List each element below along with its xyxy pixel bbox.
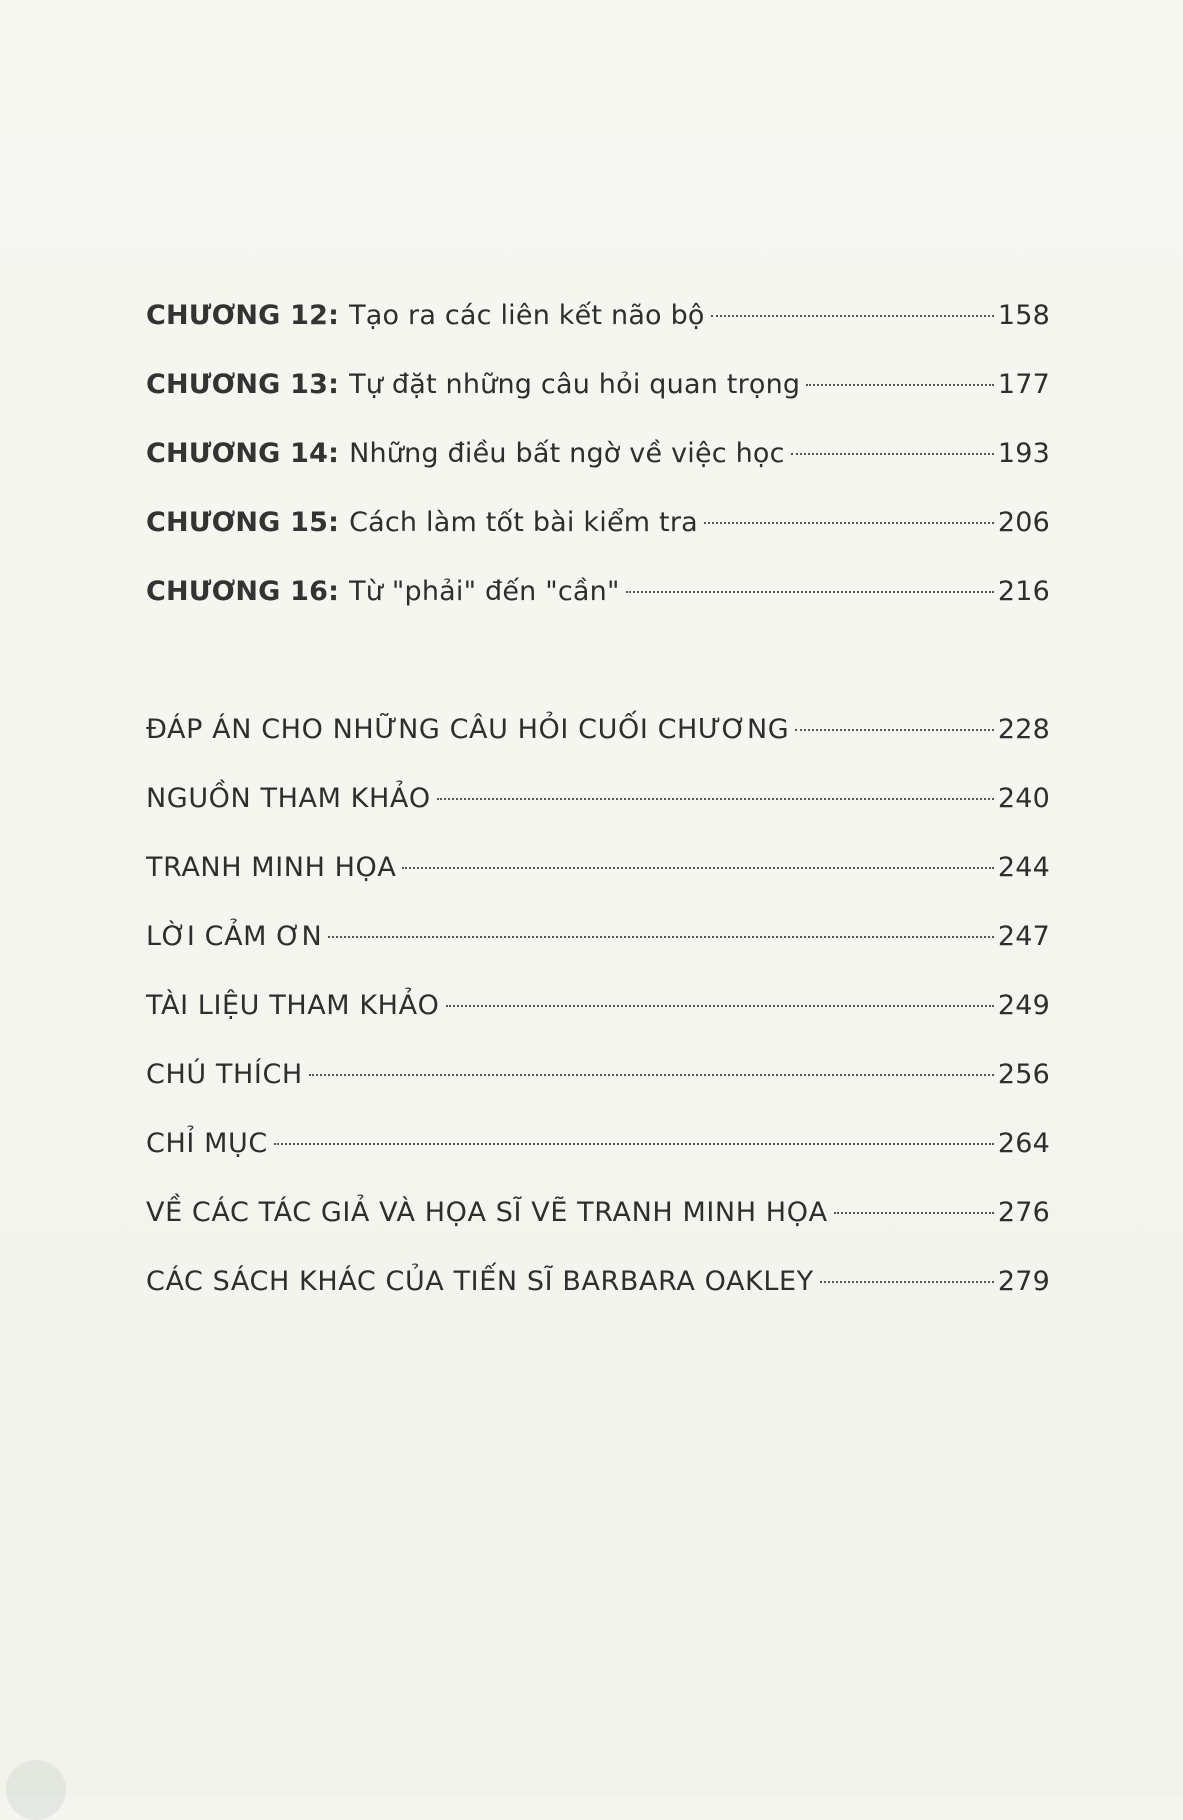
page-number: 216	[997, 576, 1050, 607]
dot-leader	[711, 315, 994, 317]
page-number: 276	[997, 1197, 1050, 1228]
entry-title: VỀ CÁC TÁC GIẢ VÀ HỌA SĨ VẼ TRANH MINH HỌA	[146, 1197, 828, 1228]
page-number: 240	[997, 783, 1050, 814]
toc-index	[146, 1124, 1050, 1164]
dot-leader	[309, 1074, 994, 1076]
toc-chapter-14	[146, 434, 1050, 474]
chapter-title: Từ "phải" đến "cần"	[349, 576, 620, 607]
page-number: 247	[997, 921, 1050, 952]
entry-title: TRANH MINH HỌA	[146, 852, 397, 883]
dot-leader	[446, 1005, 994, 1007]
corner-stain	[6, 1760, 66, 1820]
dot-leader	[626, 591, 994, 593]
entry-title: TÀI LIỆU THAM KHẢO	[146, 990, 440, 1021]
chapter-title: Những điều bất ngờ về việc học	[349, 438, 785, 469]
entry-title: ĐÁP ÁN CHO NHỮNG CÂU HỎI CUỐI CHƯƠNG	[146, 714, 790, 745]
dot-leader	[806, 384, 994, 386]
chapter-title: Tạo ra các liên kết não bộ	[349, 300, 705, 331]
toc-chapter-16	[146, 572, 1050, 612]
chapter-title: Tự đặt những câu hỏi quan trọng	[349, 369, 801, 400]
chapter-label: CHƯƠNG 15:	[146, 507, 340, 538]
page-number: 249	[997, 990, 1050, 1021]
toc-chapter-13	[146, 365, 1050, 405]
page-number: 256	[997, 1059, 1050, 1090]
page-number: 206	[997, 507, 1050, 538]
toc-references	[146, 986, 1050, 1026]
toc-sources	[146, 779, 1050, 819]
dot-leader	[704, 522, 994, 524]
chapter-label: CHƯƠNG 16:	[146, 576, 340, 607]
toc-notes	[146, 1055, 1050, 1095]
dot-leader	[795, 729, 994, 731]
dot-leader	[402, 867, 993, 869]
dot-leader	[437, 798, 994, 800]
page-number: 158	[997, 300, 1050, 331]
page-number: 264	[997, 1128, 1050, 1159]
entry-title: CHÚ THÍCH	[146, 1059, 303, 1090]
toc-other-books	[146, 1262, 1050, 1302]
dot-leader	[834, 1212, 994, 1214]
entry-title: LỜI CẢM ƠN	[146, 921, 323, 952]
page-number: 177	[997, 369, 1050, 400]
chapter-label: CHƯƠNG 13:	[146, 369, 340, 400]
dot-leader	[791, 453, 994, 455]
dot-leader	[820, 1281, 994, 1283]
toc-answers	[146, 710, 1050, 750]
chapter-title: Cách làm tốt bài kiểm tra	[349, 507, 698, 538]
dot-leader	[274, 1143, 994, 1145]
toc-illustrations	[146, 848, 1050, 888]
chapter-label: CHƯƠNG 12:	[146, 300, 340, 331]
page-number: 228	[997, 714, 1050, 745]
dot-leader	[328, 936, 994, 938]
toc-acknowledgements	[146, 917, 1050, 957]
entry-title: NGUỒN THAM KHẢO	[146, 783, 431, 814]
toc-chapter-12	[146, 296, 1050, 336]
toc-about-authors	[146, 1193, 1050, 1233]
entry-title: CÁC SÁCH KHÁC CỦA TIẾN SĨ BARBARA OAKLEY	[146, 1266, 814, 1297]
toc-chapter-15	[146, 503, 1050, 543]
page-number: 193	[997, 438, 1050, 469]
chapter-label: CHƯƠNG 14:	[146, 438, 340, 469]
page-number: 279	[997, 1266, 1050, 1297]
page-number: 244	[997, 852, 1050, 883]
entry-title: CHỈ MỤC	[146, 1128, 268, 1159]
